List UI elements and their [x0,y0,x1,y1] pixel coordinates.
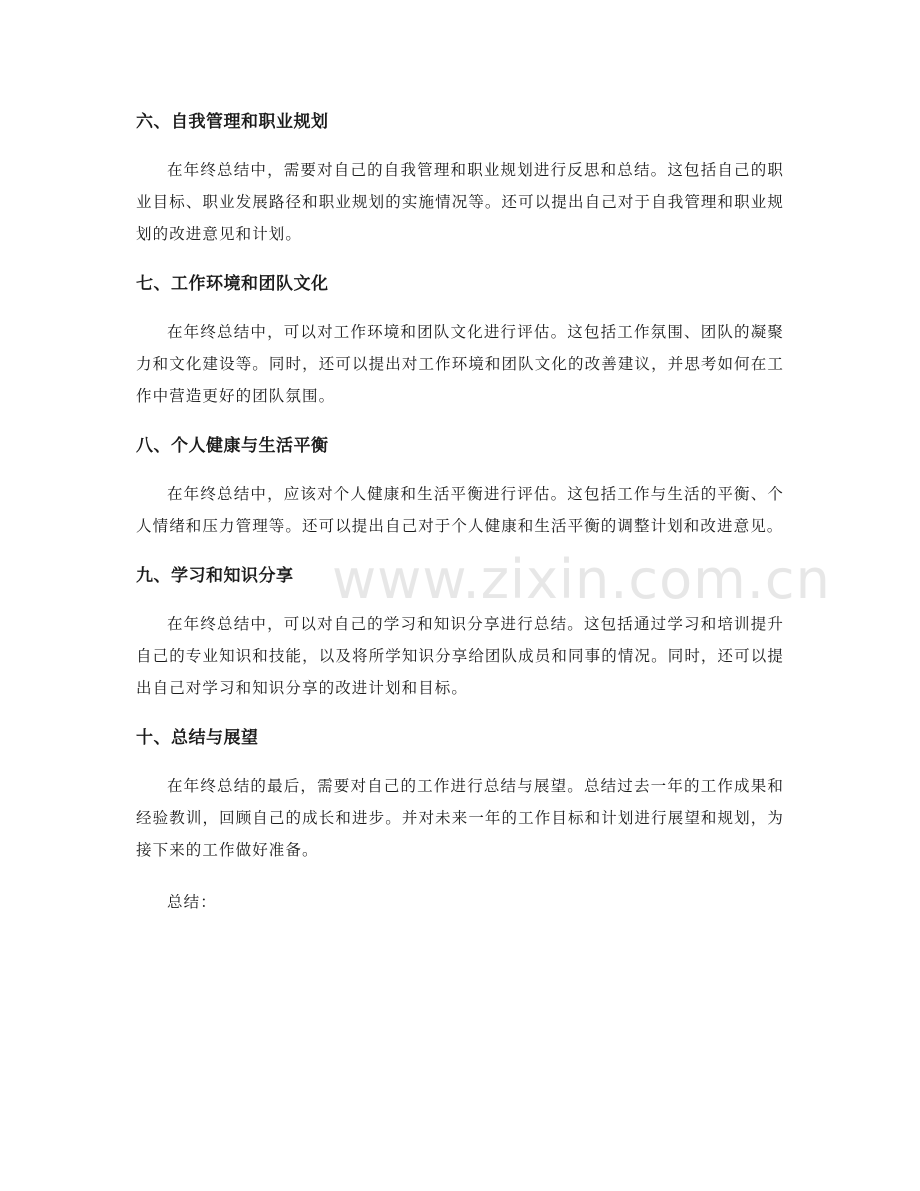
watermark: www.zixin.com.cn [332,548,831,611]
section-heading: 九、学习和知识分享 [136,566,294,586]
section-learning-sharing [136,562,784,704]
section-heading: 七、工作环境和团队文化 [136,274,329,294]
closing-label: 总结： [167,893,217,911]
section-paragraph: 在年终总结中，可以对工作环境和团队文化进行评估。这包括工作氛围、团队的凝聚力和文化建设等。同时，还可以提出对工作环境和团队文化的改善建议，并思考如何在工作中营造更好的团队氛围。 [136,323,784,405]
section-self-management [136,108,784,250]
section-heading: 八、个人健康与生活平衡 [136,436,329,456]
section-work-environment [136,270,784,412]
section-paragraph: 在年终总结的最后，需要对自己的工作进行总结与展望。总结过去一年的工作成果和经验教训，回顾自己的成长和进步。并对未来一年的工作目标和计划进行展望和规划，为接下来的工作做好准备。 [136,777,784,859]
section-heading: 六、自我管理和职业规划 [136,112,329,132]
section-heading: 十、总结与展望 [136,728,259,748]
section-paragraph: 在年终总结中，应该对个人健康和生活平衡进行评估。这包括工作与生活的平衡、个人情绪和压力管理等。还可以提出自己对于个人健康和生活平衡的调整计划和改进意见。 [136,485,784,535]
document-body [136,108,784,918]
section-health-balance [136,432,784,542]
section-summary-outlook [136,724,784,866]
section-paragraph: 在年终总结中，可以对自己的学习和知识分享进行总结。这包括通过学习和培训提升自己的专业知识和技能，以及将所学知识分享给团队成员和同事的情况。同时，还可以提出自己对学习和知识分享的改进计划和目标。 [136,615,784,697]
section-paragraph: 在年终总结中，需要对自己的自我管理和职业规划进行反思和总结。这包括自己的职业目标、职业发展路径和职业规划的实施情况等。还可以提出自己对于自我管理和职业规划的改进意见和计划。 [136,161,784,243]
